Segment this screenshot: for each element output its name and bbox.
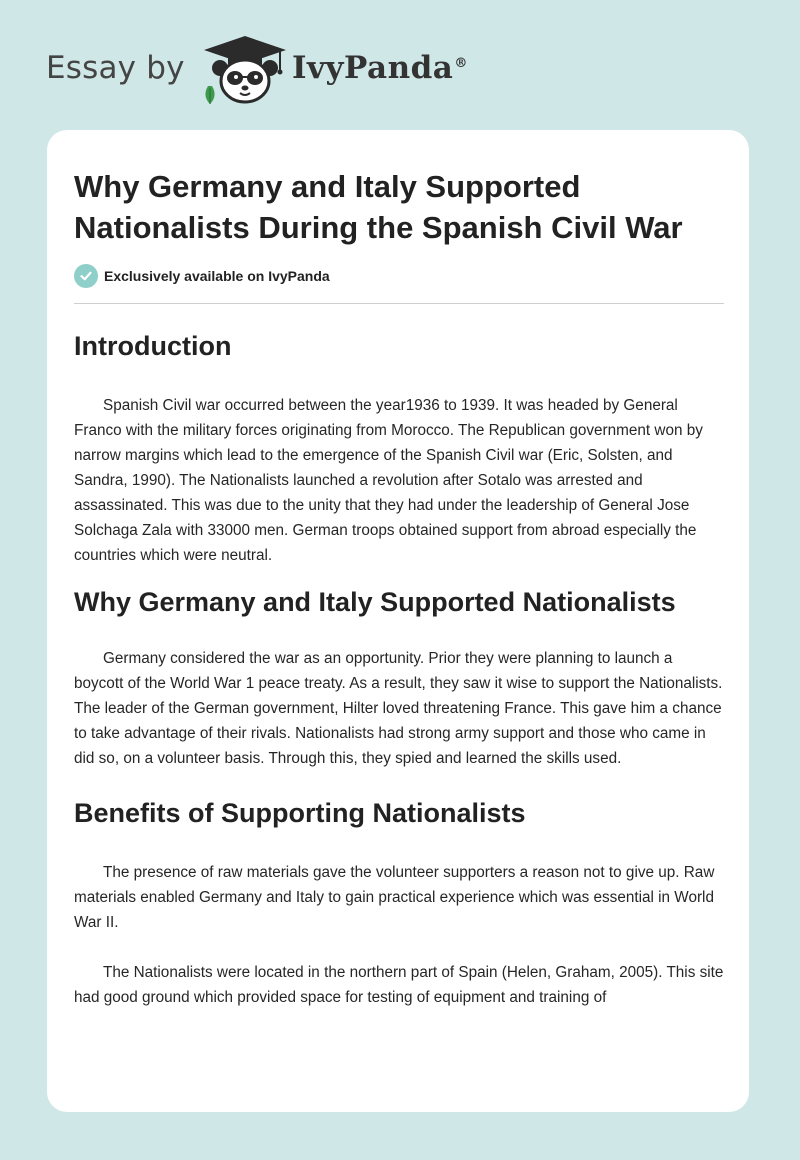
exclusive-label: Exclusively available on IvyPanda [104, 268, 330, 284]
section-heading-benefits: Benefits of Supporting Nationalists [74, 798, 526, 828]
check-circle-icon [74, 264, 98, 288]
site-brand[interactable] [46, 34, 506, 104]
paragraph: Spanish Civil war occurred between the year1936 to 1939. It was headed by General Franco with the military forces originating from Morocco. The Republican government won by narrow margins which lead to the emergence of the Spanish Civil war (Eric, Solsten, and Sandra, 1990). The Nationalists launched a revolution after Sotalo was arrested and assassinated. This was due to the unity that they had under the leadership of General Jose Solchaga Zala with 33000 men. German troops obtained support from abroad especially the countries which were neutral. [74, 397, 703, 564]
title-divider [74, 303, 724, 304]
section-heading-why-supported: Why Germany and Italy Supported Nationalists [74, 587, 676, 617]
article-title: Why Germany and Italy Supported Nationalists During the Spanish Civil War [74, 169, 683, 245]
brand-name: IvyPanda® [292, 50, 468, 86]
registered-mark: ® [454, 55, 468, 71]
article-card [47, 130, 749, 1112]
paragraph: The Nationalists were located in the northern part of Spain (Helen, Graham, 2005). This site had good ground which provided space for testing of equipment and training of [74, 964, 724, 1006]
section-heading-introduction: Introduction [74, 331, 232, 361]
panda-graduate-icon [200, 34, 290, 106]
exclusive-badge [74, 264, 724, 288]
brand-prefix: Essay by [46, 50, 185, 86]
paragraph: Germany considered the war as an opportunity. Prior they were planning to launch a boycott of the World War 1 peace treaty. As a result, they saw it wise to support the Nationalists. The leader of the German government, Hilter loved threatening France. This gave him a chance to take advantage of their rivals. Nationalists had strong army support and those who came in did so, on a volunteer basis. Through this, they spied and learned the skills used. [74, 650, 723, 767]
paragraph: The presence of raw materials gave the volunteer supporters a reason not to give up. Raw materials enabled Germany and Italy to gain practical experience which was essential in World War II. [74, 864, 715, 931]
article-content [74, 130, 724, 1010]
